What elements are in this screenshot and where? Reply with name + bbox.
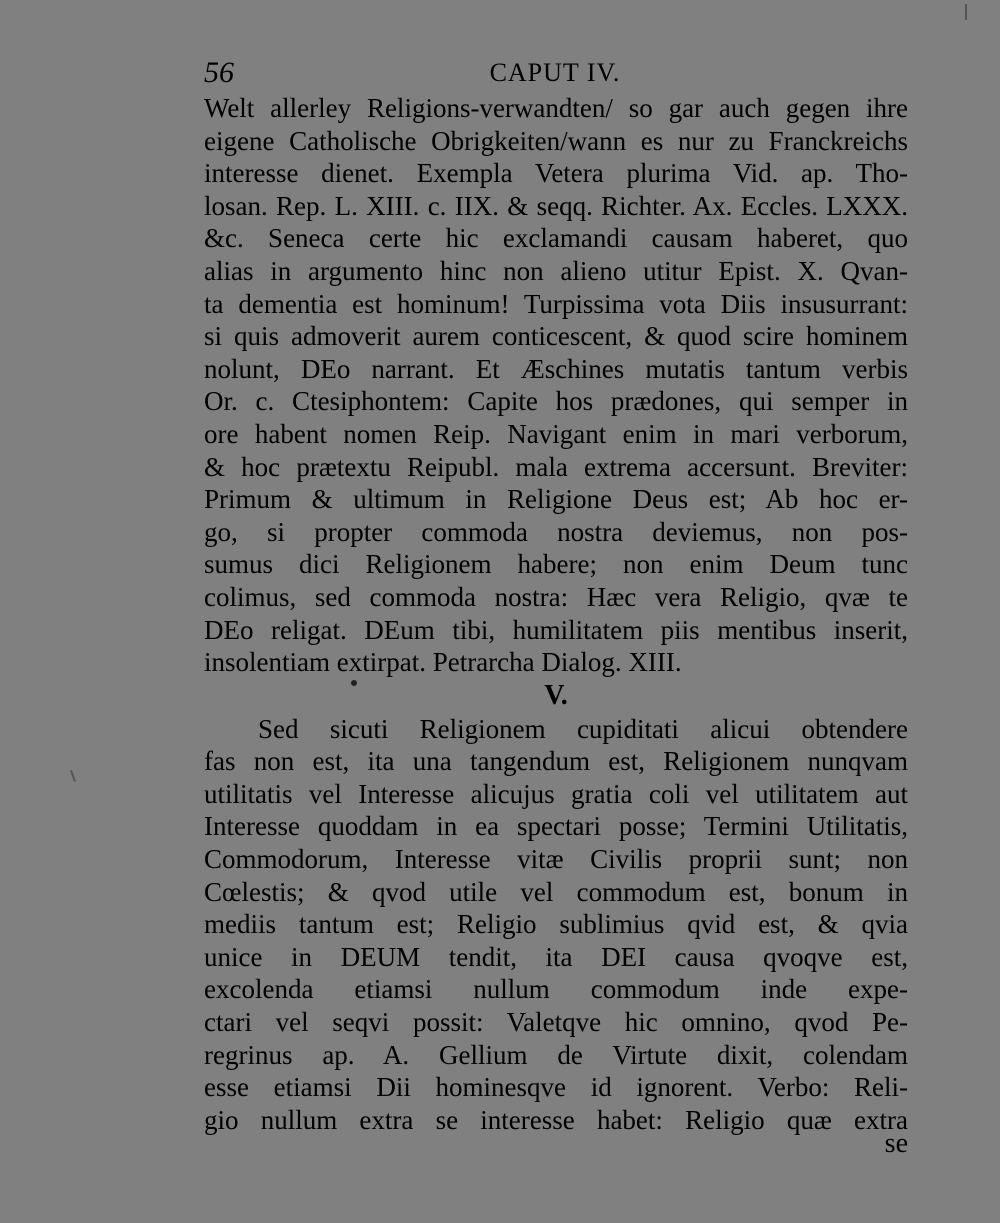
text-line: ta dementia est hominum! Turpissima vota Diis insusurrant: bbox=[204, 288, 908, 319]
text-line: insolentiam extirpat. Petrarcha Dialog. XIII. bbox=[204, 647, 682, 678]
section-heading: V. bbox=[544, 679, 568, 711]
text-line: colimus, sed commoda nostra: Hæc vera Religio, qvæ te bbox=[204, 581, 908, 612]
text-line: & hoc prætextu Reipubl. mala extrema accersunt. Breviter: bbox=[204, 451, 908, 482]
text-line: interesse dienet. Exempla Vetera plurima Vid. ap. Tho- bbox=[204, 158, 908, 189]
catchword: se bbox=[884, 1128, 908, 1159]
text-line: Or. c. Ctesiphontem: Capite hos prædones, qui semper in bbox=[204, 386, 908, 417]
text-line: nolunt, DEo narrant. Et Æschines mutatis tantum verbis bbox=[204, 353, 908, 384]
text-line: Interesse quoddam in ea spectari posse; Termini Utilitatis, bbox=[204, 811, 908, 842]
text-line: ctari vel seqvi possit: Valetqve hic omnino, qvod Pe- bbox=[204, 1007, 908, 1038]
page-number: 56 bbox=[204, 56, 234, 89]
text-line: excolenda etiamsi nullum commodum inde expe- bbox=[204, 974, 908, 1005]
ink-speck bbox=[351, 680, 357, 686]
body-text bbox=[204, 92, 908, 1136]
text-line: gio nullum extra se interesse habet: Religio quæ extra bbox=[204, 1104, 908, 1135]
text-line: losan. Rep. L. XIII. c. IIX. & seqq. Richter. Ax. Eccles. LXXX. bbox=[204, 190, 908, 221]
edge-scratch bbox=[965, 4, 967, 20]
text-line: Sed sicuti Religionem cupiditati alicui obtendere bbox=[258, 713, 908, 744]
text-line: alias in argumento hinc non alieno utitur Epist. X. Qvan- bbox=[204, 255, 908, 286]
text-line: fas non est, ita una tangendum est, Religionem nunqvam bbox=[204, 746, 908, 777]
text-line: si quis admoverit aurem conticescent, & quod scire hominem bbox=[204, 321, 908, 352]
text-line: Welt allerley Religions-verwandten/ so gar auch gegen ihre bbox=[204, 93, 908, 123]
text-line: mediis tantum est; Religio sublimius qvid est, & qvia bbox=[204, 909, 908, 940]
text-line: Commodorum, Interesse vitæ Civilis proprii sunt; non bbox=[204, 844, 908, 875]
text-line: eigene Catholische Obrigkeiten/wann es nur zu Franckreichs bbox=[204, 125, 908, 156]
text-line: go, si propter commoda nostra deviemus, non pos- bbox=[204, 516, 908, 547]
page-header bbox=[200, 56, 910, 96]
edge-scratch bbox=[70, 770, 76, 782]
text-line: sumus dici Religionem habere; non enim Deum tunc bbox=[204, 549, 908, 580]
text-line: esse etiamsi Dii hominesqve id ignorent. Verbo: Reli- bbox=[204, 1072, 908, 1103]
text-line: ore habent nomen Reip. Navigant enim in mari verborum, bbox=[204, 418, 908, 449]
text-line: Primum & ultimum in Religione Deus est; Ab hoc er- bbox=[204, 484, 908, 515]
text-line: &c. Seneca certe hic exclamandi causam haberet, quo bbox=[204, 223, 908, 254]
text-line: Cœlestis; & qvod utile vel commodum est, bonum in bbox=[204, 876, 908, 907]
text-line: regrinus ap. A. Gellium de Virtute dixit, colendam bbox=[204, 1039, 908, 1070]
running-head: CAPUT IV. bbox=[489, 58, 621, 87]
text-line: unice in DEUM tendit, ita DEI causa qvoqve est, bbox=[204, 941, 908, 972]
text-line: utilitatis vel Interesse alicujus gratia coli vel utilitatem aut bbox=[204, 778, 908, 809]
text-line: DEo religat. DEum tibi, humilitatem piis mentibus inserit, bbox=[204, 614, 908, 645]
